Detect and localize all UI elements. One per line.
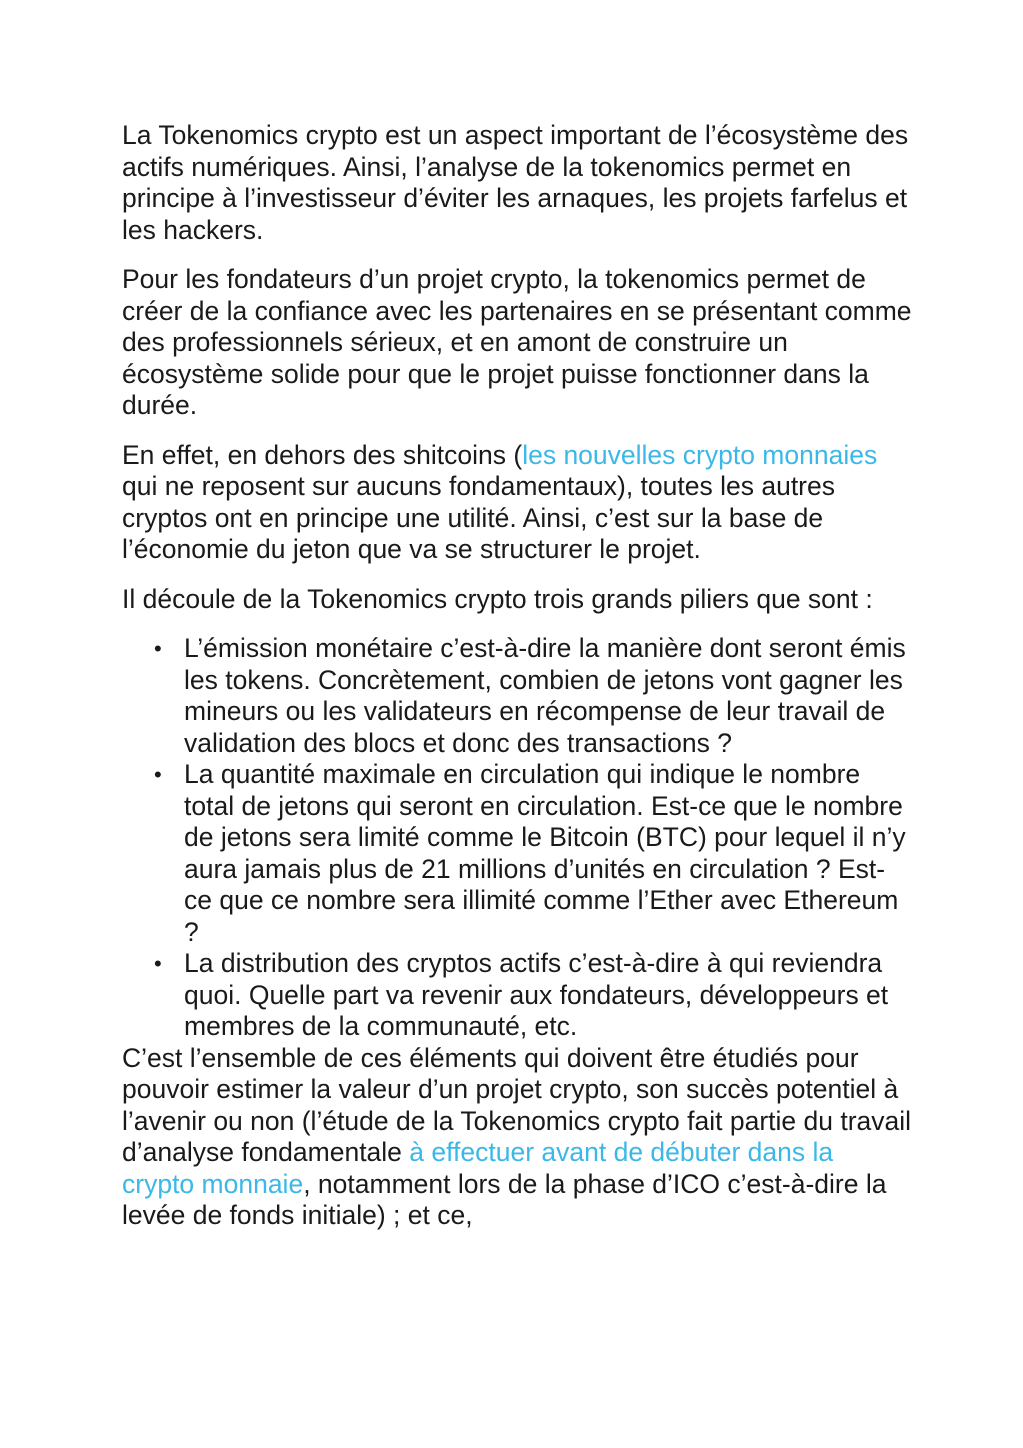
paragraph-intro: La Tokenomics crypto est un aspect important de l’écosystème des actifs numériques. Ainsi, l’analyse de la tokenomics permet en principe à l’investisseur d’éviter les arnaques, les projets farfelus et les hackers. (122, 120, 909, 245)
bullet-icon: • (154, 951, 162, 976)
list-item (154, 633, 912, 759)
link-debuter-crypto-monnaie[interactable]: à effectuer avant de débuter dans la crypto monnaie (122, 1137, 834, 1199)
paragraph-shitcoins-text-start: En effet, en dehors des shitcoins ( (122, 439, 523, 470)
paragraph-conclusion (122, 1043, 912, 1232)
paragraph-piliers: Il découle de la Tokenomics crypto trois grands piliers que sont : (122, 583, 873, 614)
list-item (154, 948, 912, 1043)
document-page (122, 120, 912, 1232)
bullet-icon: • (154, 636, 162, 661)
list-item-text: La quantité maximale en circulation qui indique le nombre total de jetons qui seront en circulation. Est-ce que le nombre de jetons sera limité comme le Bitcoin (BTC) pour lequel il n’y aura jamais plus de 21 millions d’unités en circulation ? Est-ce que ce nombre sera illimité comme l’Ether avec Ethereum ? (184, 759, 906, 947)
bullet-icon: • (154, 762, 162, 787)
link-nouvelles-crypto-monnaies[interactable]: les nouvelles crypto monnaies (522, 439, 878, 470)
list-item-text: L’émission monétaire c’est-à-dire la manière dont seront émis les tokens. Concrètement, combien de jetons vont gagner les mineurs ou les validateurs en récompense de leur travail de validation des blocs et donc des transactions ? (184, 633, 906, 758)
paragraph-shitcoins (122, 440, 912, 566)
list-item (154, 759, 912, 948)
paragraph-shitcoins-text-end: qui ne reposent sur aucuns fondamentaux), toutes les autres cryptos ont en principe une utilité. Ainsi, c’est sur la base de l’économie du jeton que va se structurer le projet. (122, 471, 835, 564)
piliers-list (122, 633, 912, 1043)
paragraph-founders: Pour les fondateurs d’un projet crypto, la tokenomics permet de créer de la confiance avec les partenaires en se présentant comme des professionnels sérieux, et en amont de construire un écosystème solide pour que le projet puisse fonctionner dans la durée. (122, 264, 912, 420)
paragraph-conclusion-text-end: , notamment lors de la phase d’ICO c’est-à-dire la levée de fonds initiale) ; et ce, (122, 1168, 887, 1230)
list-item-text: La distribution des cryptos actifs c’est-à-dire à qui reviendra quoi. Quelle part va revenir aux fondateurs, développeurs et membres de la communauté, etc. (184, 948, 889, 1041)
paragraph-conclusion-text-start: C’est l’ensemble de ces éléments qui doivent être étudiés pour pouvoir estimer la valeur d’un projet crypto, son succès potentiel à l’avenir ou non (l’étude de la Tokenomics crypto fait partie du travail d’analyse fondamentale (122, 1042, 912, 1167)
